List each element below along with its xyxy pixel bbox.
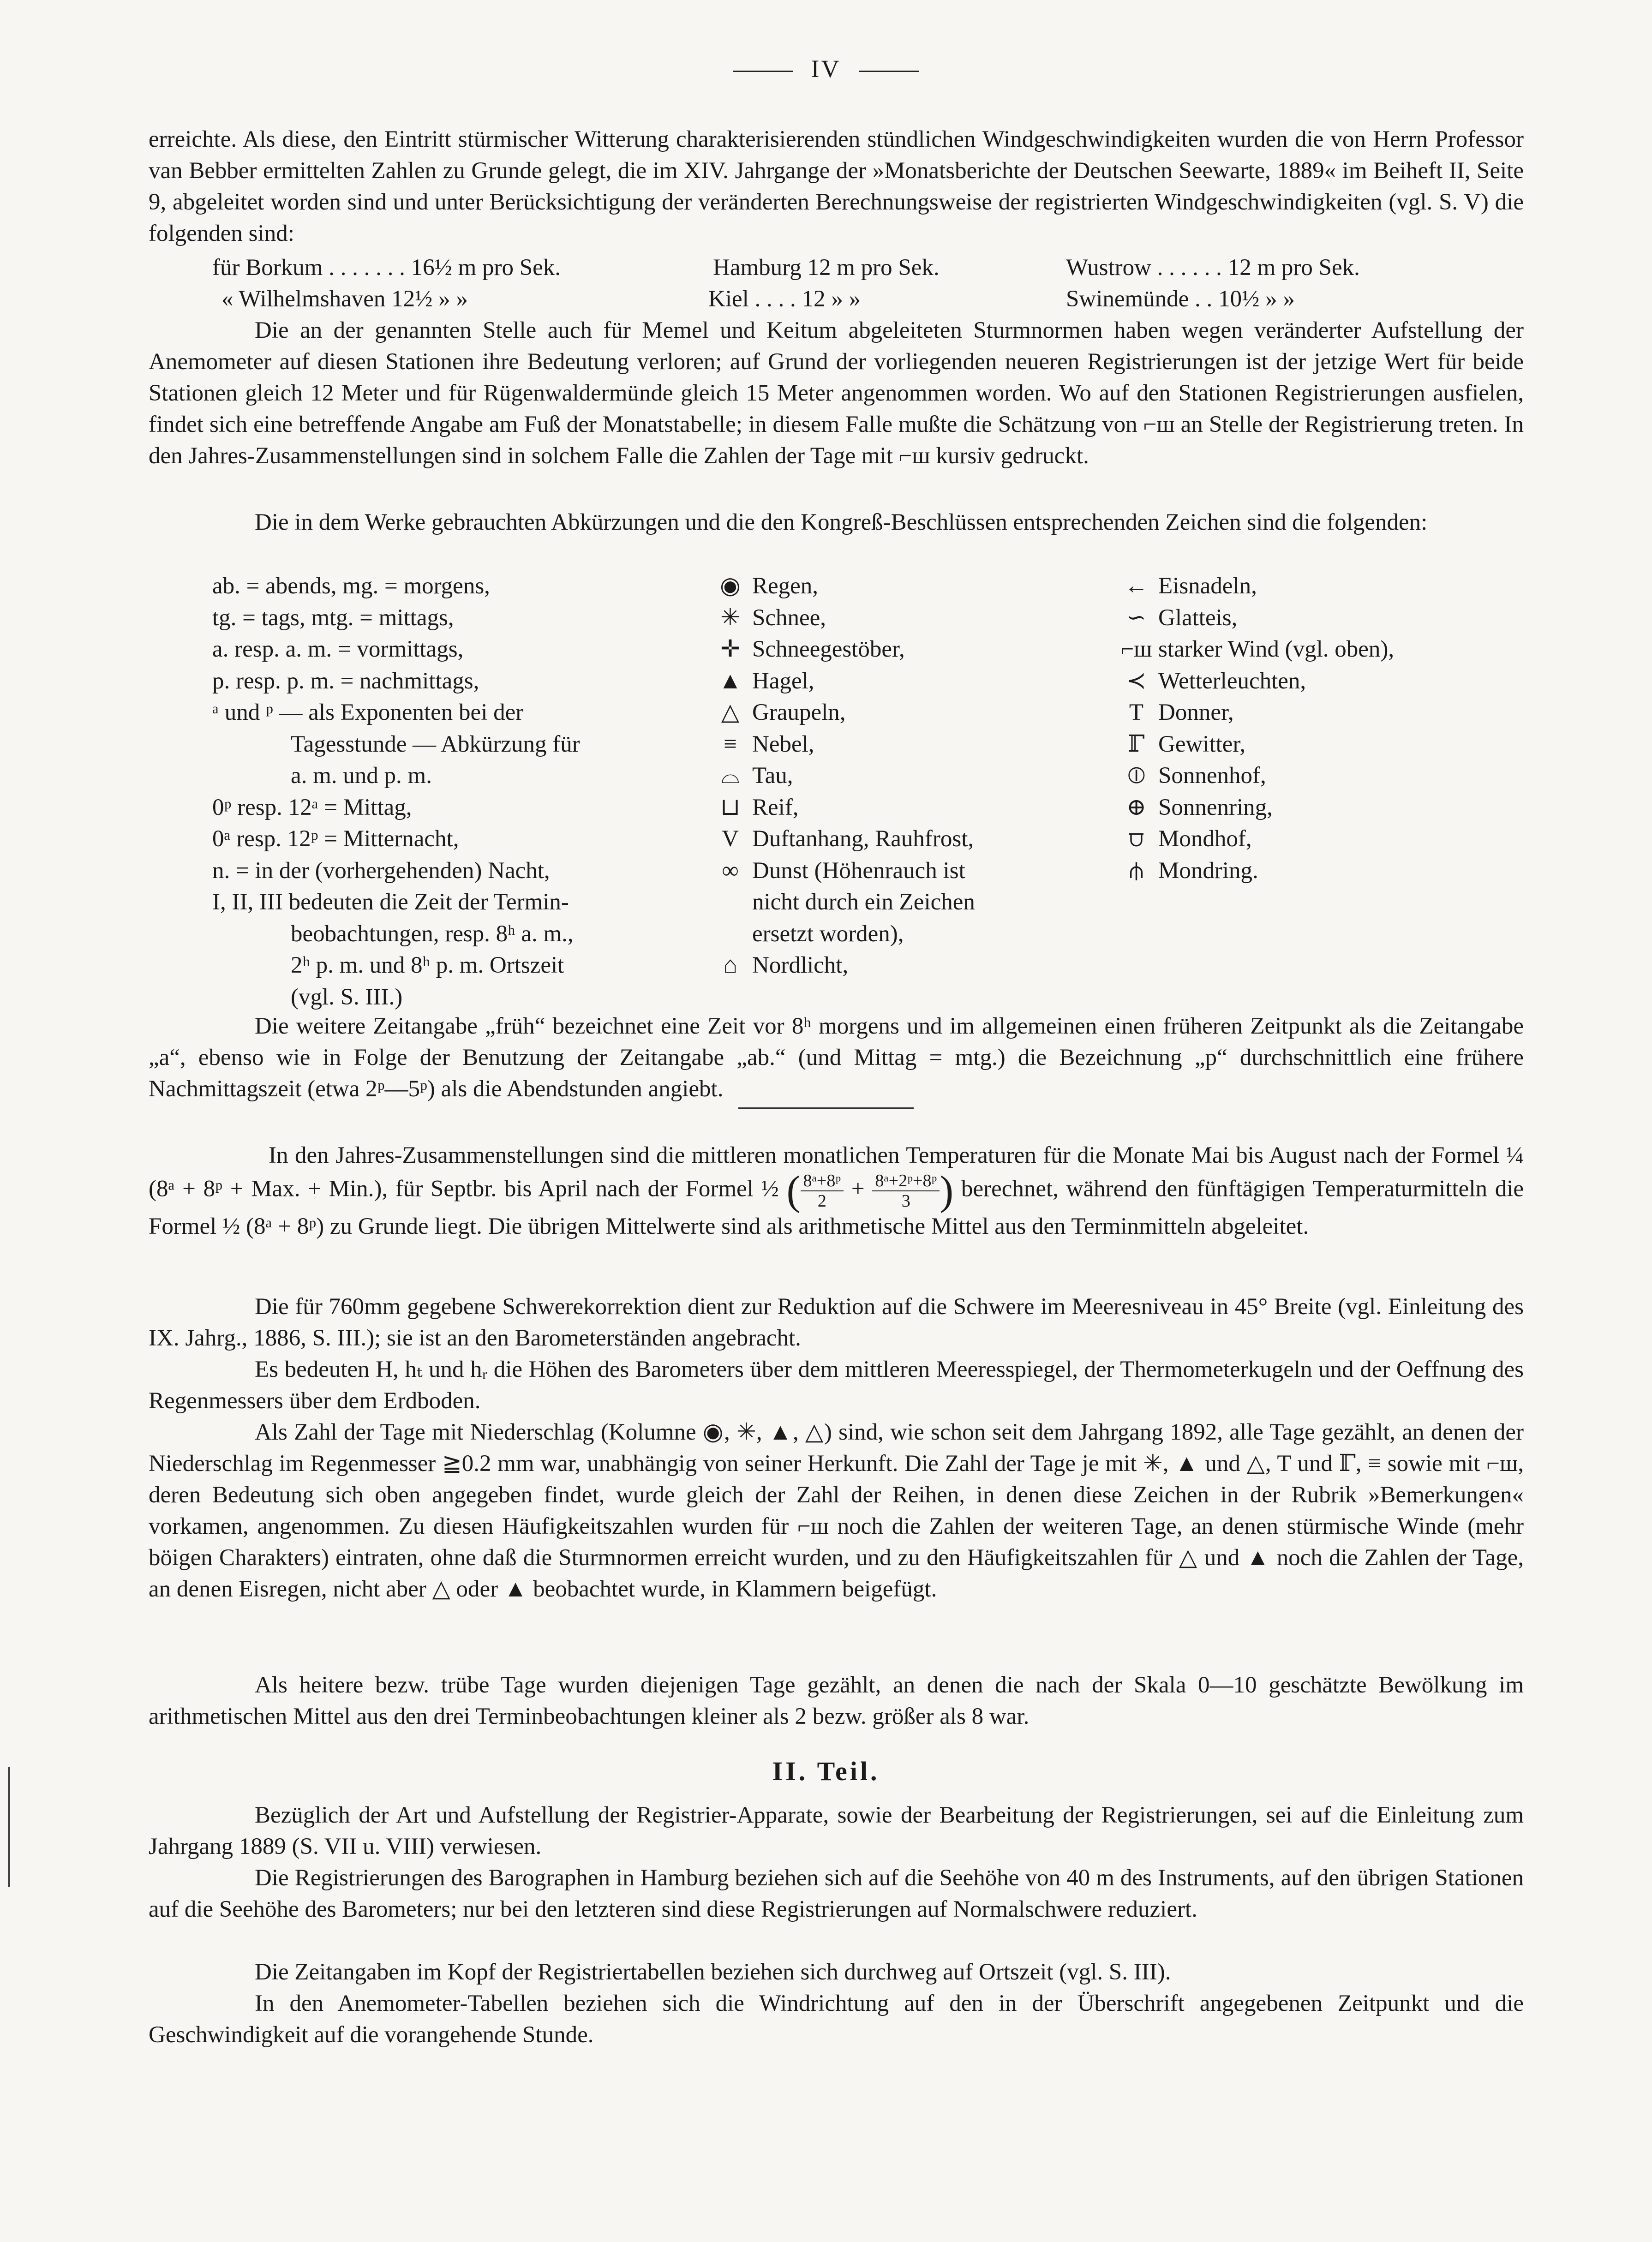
page-number: IV [811, 55, 841, 83]
ice-needles-icon: ← [1125, 573, 1148, 599]
symbol-row: ⌂ Nordlicht, [708, 950, 1124, 981]
snow-icon: ✳ [720, 604, 740, 631]
symbol-row: ≺ Wetterleuchten, [1114, 665, 1530, 697]
norm-hamburg: Hamburg 12 m pro Sek. [713, 255, 940, 281]
paragraph-memel: Die an der genannten Stelle auch für Memel und Keitum abgeleiteten Sturmnormen haben wegen veränderter Aufstellung der Anemometer auf diesen Stationen ihre Bedeutung verloren; auf Grund der vorliegenden neueren Registrierungen ist der jetzige Wert für beide Stationen gleich 12 Meter und für Rügenwaldermünde gleich 15 Meter angenommen worden. Wo auf den Stationen Registrierungen ausfielen, findet sich eine betreffende Angabe am Fuß der Monatstabelle; in diesem Falle mußte die Schätzung von ⌐ш an Stelle der Registrierung treten. In den Jahres-Zusammenstellungen sind in solchem Falle die Zahlen der Tage mit ⌐ш kursiv gedruckt. [149, 317, 1524, 469]
abbr-line: ᵃ und ᵖ — als Exponenten bei der [212, 700, 524, 725]
lunar-halo-icon: ⩌ [1128, 826, 1144, 852]
abbr-line: p. resp. p. m. = nachmittags, [212, 668, 479, 694]
abbreviation-column-3 [1114, 570, 1530, 886]
header-dash-right [859, 71, 919, 72]
fraction-2: $\frac{\text{8ᵃ+2ᵖ+8ᵖ}}{3}$ [872, 1171, 940, 1211]
symbol-row: V Duftanhang, Rauhfrost, [708, 823, 1124, 855]
section-title: II. Teil. [772, 1756, 880, 1786]
lunar-ring-icon: ⫛ [1129, 857, 1143, 884]
abbr-line: ab. = abends, mg. = morgens, [212, 573, 490, 599]
symbol-row: ⊔ Reif, [708, 792, 1124, 824]
symbol-row: ✳ Schnee, [708, 602, 1124, 634]
abbr-line: 0ᵖ resp. 12ᵃ = Mittag, [212, 794, 412, 820]
abbr-line: beobachtungen, resp. 8ʰ a. m., [291, 921, 574, 947]
paragraph-clear-cloudy-days: Als heitere bezw. trübe Tage wurden diejenigen Tage gezählt, an denen die nach der Skala 0—10 geschätzte Bewölkung im arithmetischen Mittel aus den drei Terminbeobachtungen kleiner als 2 bezw. größer als 8 war. [149, 1672, 1524, 1729]
symbol-row: ℾ Gewitter, [1114, 729, 1530, 760]
symbol-row: ≡ Nebel, [708, 729, 1124, 760]
symbol-row: ⦶ Sonnenhof, [1114, 760, 1530, 792]
paragraph-teil2-4: In den Anemometer-Tabellen beziehen sich die Windrichtung auf den in der Überschrift angegebenen Zeitpunkt und die Geschwindigkeit auf die vorangehende Stunde. [149, 1991, 1524, 2048]
haze-icon: ∞ [722, 857, 739, 884]
abbr-line: I, II, III bedeuten die Zeit der Termin- [212, 889, 569, 915]
solar-ring-icon: ⊕ [1126, 794, 1146, 820]
symbol-row: ⩌ Mondhof, [1114, 823, 1530, 855]
hail-icon: ▲ [718, 668, 742, 694]
aurora-icon: ⌂ [723, 952, 737, 978]
page-header [0, 54, 1652, 83]
frost-icon: ⊔ [720, 794, 740, 820]
strong-wind-icon: ⌐ш [1120, 636, 1152, 662]
symbol-row: nicht durch ein Zeichen [752, 889, 975, 915]
thunder-icon: T [1129, 700, 1144, 725]
glaze-icon: ∽ [1126, 604, 1146, 631]
paragraph-gravity-correction: Die für 760mm gegebene Schwerekorrektion dient zur Reduktion auf die Schwere im Meeresniveau in 45° Breite (vgl. Einleitung des IX. Jahrg., 1886, S. III.); sie ist an den Barometerständen angebracht. [149, 1294, 1524, 1351]
solar-halo-icon: ⦶ [1127, 763, 1145, 789]
abbr-line: 0ᵃ resp. 12ᵖ = Mitternacht, [212, 826, 459, 852]
abbreviation-column-2 [708, 570, 1124, 981]
norm-swinemuende: Swinemünde . . 10½ » » [1066, 286, 1295, 312]
fog-icon: ≡ [724, 731, 737, 757]
sheet-lightning-icon: ≺ [1126, 668, 1146, 694]
symbol-row: ▲ Hagel, [708, 665, 1124, 697]
graupel-icon: △ [721, 700, 740, 725]
abbr-line: n. = in der (vorhergehenden) Nacht, [212, 857, 550, 884]
abbr-line: Tagesstunde — Abkürzung für [291, 731, 580, 757]
symbol-row: ⫛ Mondring. [1114, 855, 1530, 887]
norm-kiel: Kiel . . . . 12 » » [708, 286, 861, 312]
symbol-row: ⊕ Sonnenring, [1114, 792, 1530, 824]
norm-wustrow: Wustrow . . . . . . 12 m pro Sek. [1066, 255, 1360, 281]
abbr-line: tg. = tags, mtg. = mittags, [212, 604, 454, 631]
paragraph-time-notes: Die weitere Zeitangabe „früh“ bezeichnet eine Zeit vor 8ʰ morgens und im allgemeinen einen früheren Zeitpunkt als die Zeitangabe „a“, ebenso wie in Folge der Benutzung der Zeitangabe „ab.“ (und Mittag = mtg.) die Bezeichnung „p“ durchschnittlich eine frühere Nachmittagszeit (etwa 2ᵖ—5ᵖ) als die Abendstunden angiebt. [149, 1013, 1524, 1102]
symbol-row: ◉ Regen, [708, 570, 1124, 602]
symbol-row: ersetzt worden), [752, 921, 904, 947]
symbol-row: ∽ Glatteis, [1114, 602, 1530, 634]
dew-icon: ⌓ [721, 763, 740, 789]
abbr-line: (vgl. S. III.) [291, 984, 403, 1010]
scan-edge-mark [8, 1767, 10, 1887]
paragraph-heights: Es bedeuten H, hₜ und hᵣ die Höhen des Barometers über dem mittleren Meeresspiegel, der Thermometerkugeln und der Oeffnung des Regenmessers über dem Erdboden. [149, 1357, 1524, 1414]
abbreviation-column-1 [212, 570, 674, 1013]
symbol-row: ← Eisnadeln, [1114, 570, 1530, 602]
symbol-row: ✛ Schneegestöber, [708, 634, 1124, 665]
snowstorm-icon: ✛ [720, 636, 740, 662]
section-divider [738, 1107, 914, 1109]
paragraph-jahres-temperatures: In den Jahres-Zusammenstellungen sind die mittleren monatlichen Temperaturen für die Monate Mai bis August nach der Formel ¼ (8ᵃ + 8ᵖ + Max. + Min.), für Septbr. bis April nach der Formel ½ ( $\frac{\text{8ᵃ+8ᵖ}}{2}$ + $\frac{\text{8ᵃ+2ᵖ+8ᵖ}}{3}$ ) berechnet, während den fünftägigen Temperaturmitteln die Formel ½ (8ᵃ + 8ᵖ) zu Grunde liegt. Die übrigen Mittelwerte sind als arithmetische Mittel aus den Terminmitteln abgeleitet. [149, 1142, 1524, 1239]
norm-wilhelmshaven: « Wilhelmshaven 12½ » » [221, 286, 468, 312]
symbol-row: T Donner, [1114, 697, 1530, 729]
symbol-row: ∞ Dunst (Höhenrauch ist [708, 855, 1124, 887]
symbol-row: ⌐ш starker Wind (vgl. oben), [1114, 634, 1530, 665]
symbol-row: △ Graupeln, [708, 697, 1124, 729]
paragraph-teil2-3: Die Zeitangaben im Kopf der Registriertabellen beziehen sich durchweg auf Ortszeit (vgl. S. III). [255, 1959, 1171, 1985]
symbol-row: ⌓ Tau, [708, 760, 1124, 792]
rain-icon: ◉ [720, 573, 741, 599]
paragraph-abbreviations-intro: Die in dem Werke gebrauchten Abkürzungen und die den Kongreß-Beschlüssen entsprechenden Zeichen sind die folgenden: [255, 509, 1428, 535]
abbr-line: a. resp. a. m. = vormittags, [212, 636, 464, 662]
header-dash-left [733, 71, 793, 72]
fraction-1: $\frac{\text{8ᵃ+8ᵖ}}{2}$ [801, 1171, 844, 1211]
abbr-line: 2ʰ p. m. und 8ʰ p. m. Ortszeit [291, 952, 564, 978]
paragraph-precipitation-days: Als Zahl der Tage mit Niederschlag (Kolumne ◉, ✳, ▲, △) sind, wie schon seit dem Jahrgang 1892, alle Tage gezählt, an denen der Niederschlag im Regenmesser ≧0.2 mm war, unabhängig von seiner Herkunft. Die Zahl der Tage je mit ✳, ▲ und △, T und ℾ, ≡ sowie mit ⌐ш, deren Bedeutung sich oben angegeben findet, wurde gleich der Zahl der Reihen, in denen diese Zeichen in der Rubrik »Bemerkungen« vorkamen, angenommen. Zu diesen Häufigkeitszahlen wurden für ⌐ш noch die Zahlen der weiteren Tage, an denen stürmische Winde (mehr böigen Charakters) eintraten, ohne daß die Sturmnormen erreicht wurden, und zu den Häufigkeitszahlen für △ und ▲ noch die Zahlen der Tage, an denen Eisregen, nicht aber △ oder ▲ beobachtet wurde, in Klammern beigefügt. [149, 1419, 1524, 1602]
paragraph-teil2-2: Die Registrierungen des Barographen in Hamburg beziehen sich auf die Seehöhe von 40 m des Instruments, auf den übrigen Stationen auf die Seehöhe des Barometers; nur bei den letzteren sind diese Registrierungen auf Normalschwere reduziert. [149, 1865, 1524, 1922]
abbr-line: a. m. und p. m. [291, 763, 432, 789]
rime-icon: V [722, 826, 739, 852]
intro-paragraph: erreichte. Als diese, den Eintritt stürmischer Witterung charakterisierenden stündlichen Windgeschwindigkeiten wurden die von Herrn Professor van Bebber ermittelten Zahlen zu Grunde gelegt, die im XIV. Jahrgange der »Monatsberichte der Deutschen Seewarte, 1889« im Beiheft II, Seite 9, abgeleitet worden sind und unter Berücksichtigung der veränderten Berechnungsweise der registrierten Windgeschwindigkeiten (vgl. S. V) die folgenden sind: [149, 126, 1524, 246]
paragraph-teil2-1: Bezüglich der Art und Aufstellung der Registrier-Apparate, sowie der Bearbeitung der Registrierungen, sei auf die Einleitung zum Jahrgang 1889 (S. VII u. VIII) verwiesen. [149, 1802, 1524, 1859]
thunderstorm-icon: ℾ [1128, 731, 1145, 757]
norm-borkum: für Borkum . . . . . . . 16½ m pro Sek. [212, 255, 561, 281]
